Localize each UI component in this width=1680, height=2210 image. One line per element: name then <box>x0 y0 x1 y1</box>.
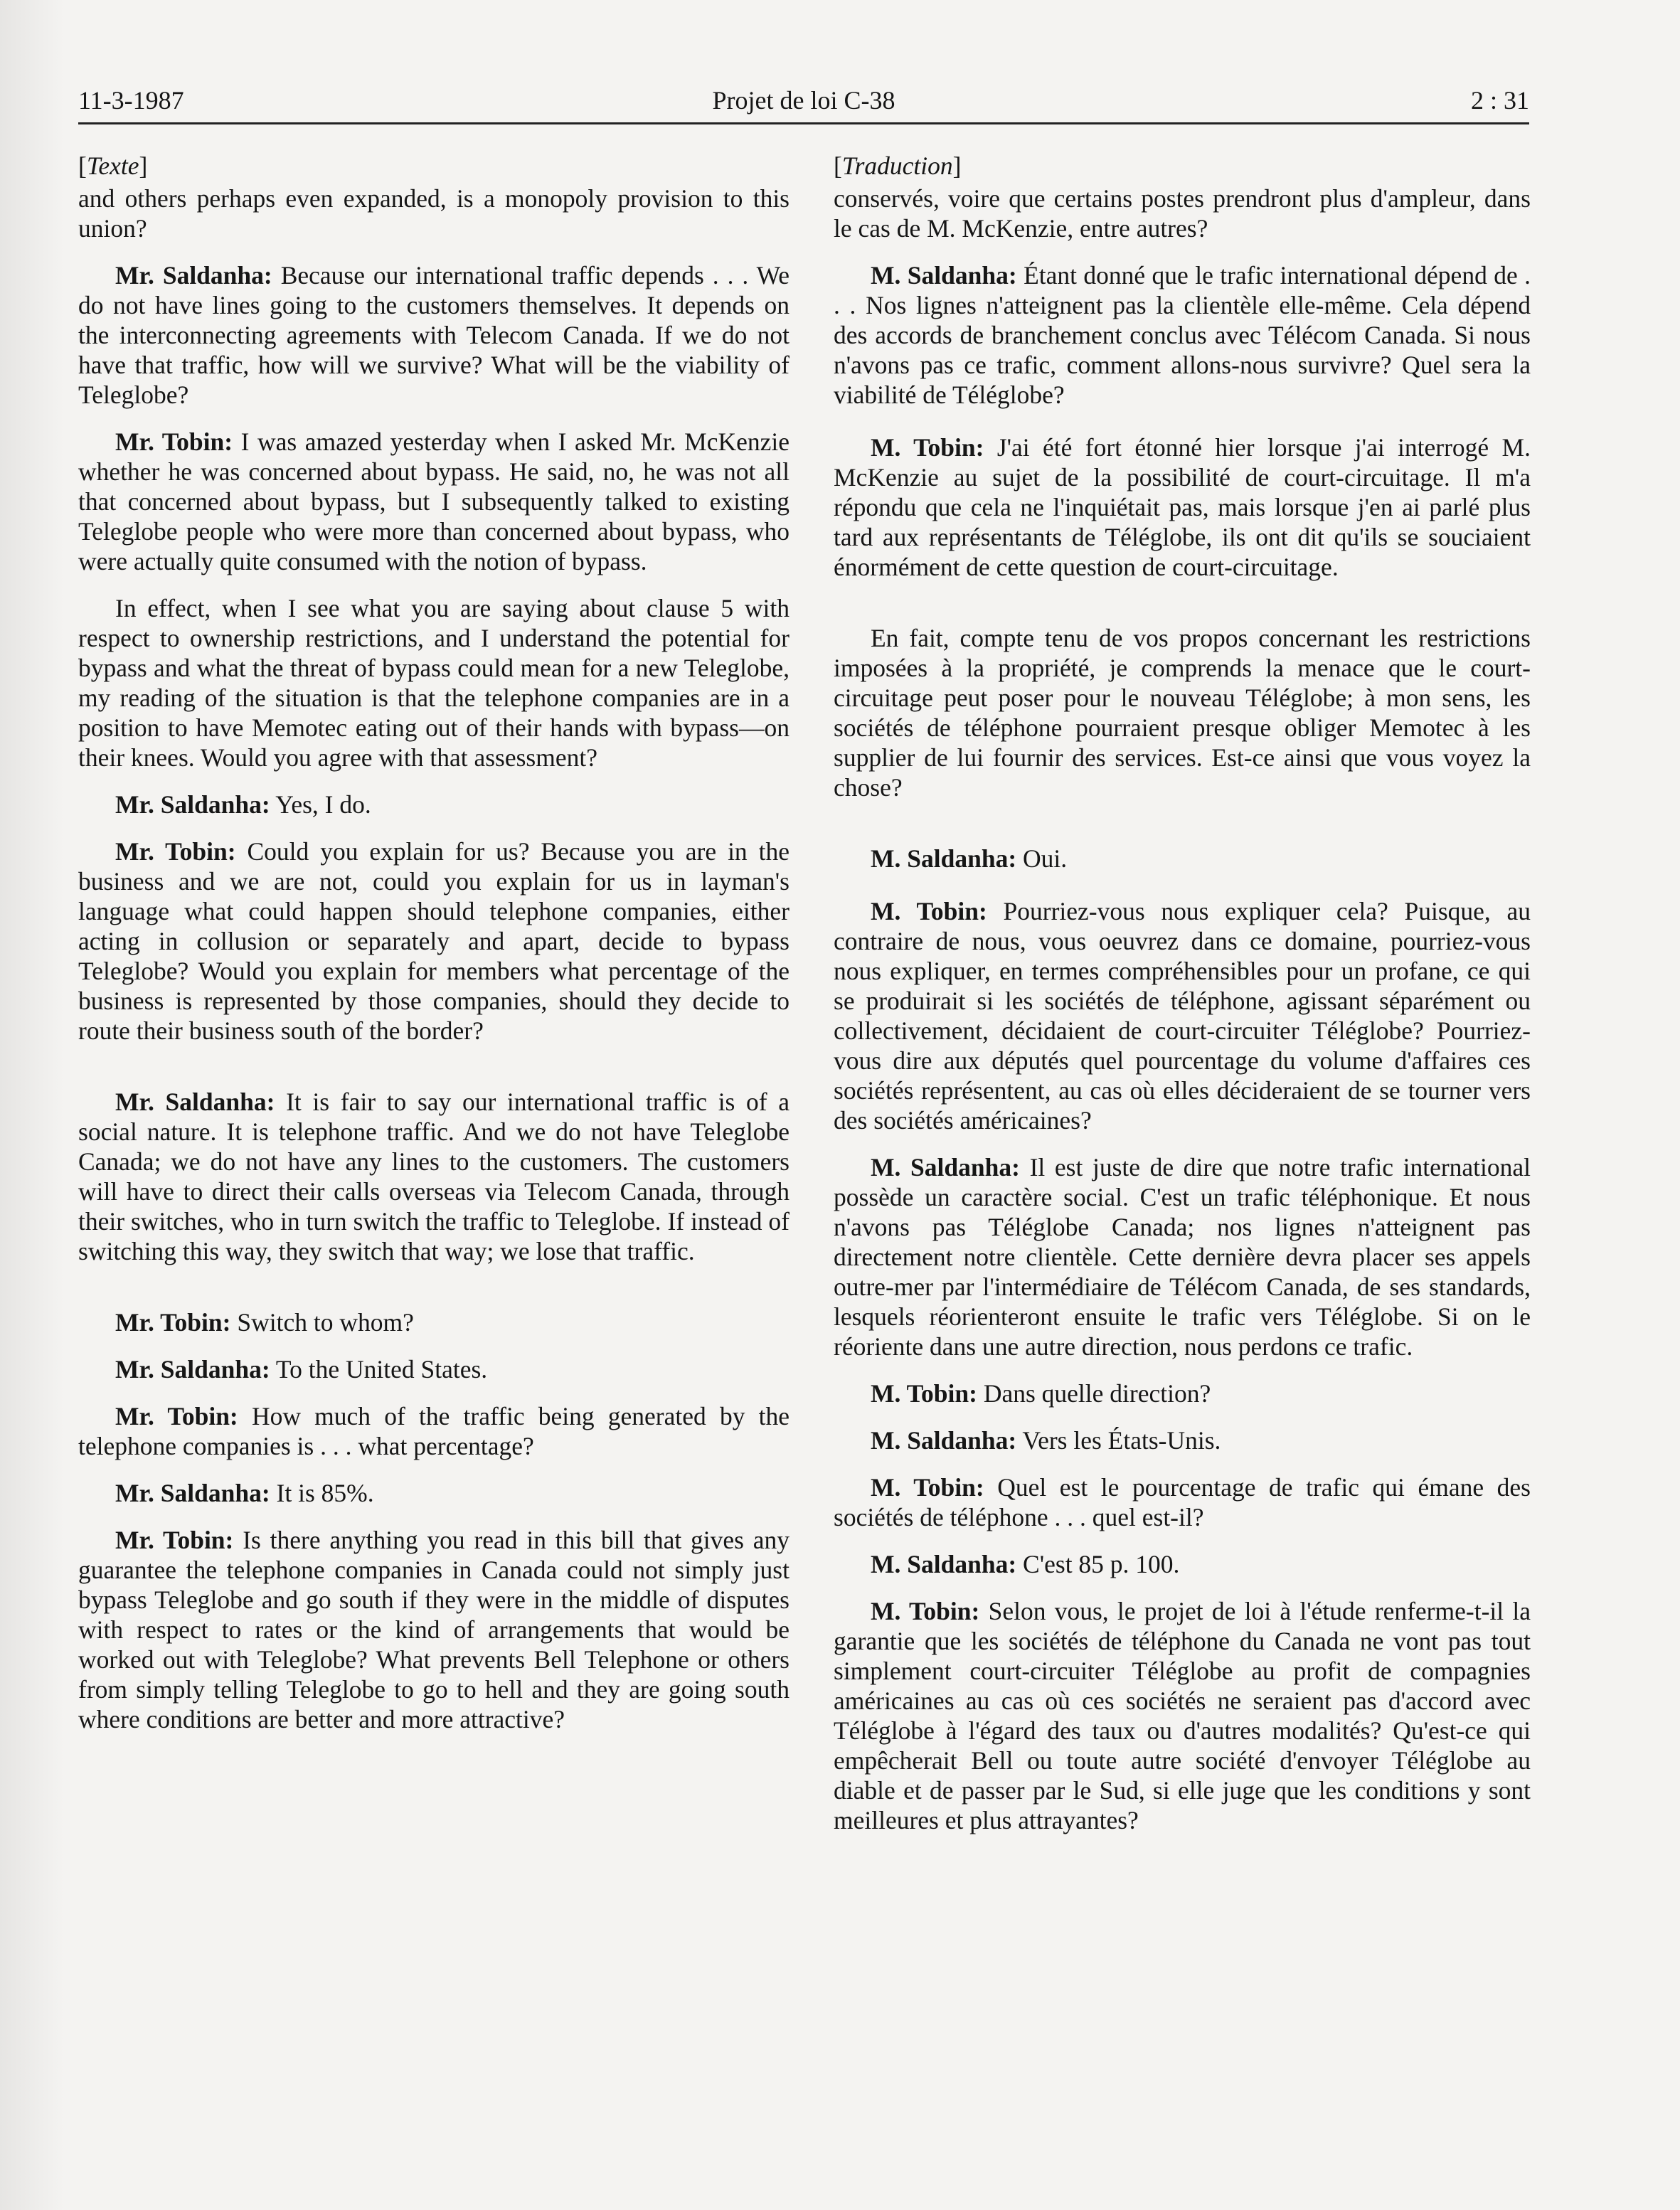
speaker-name: Mr. Saldanha: <box>115 1479 270 1507</box>
speech-text: Switch to whom? <box>237 1308 414 1337</box>
speech-paragraph <box>78 1307 790 1337</box>
speech-text: Il est juste de dire que notre trafic international possède un caractère social. C'est un trafic téléphonique. Et nous n'avons pas Téléglobe Canada; nos lignes n'atteignent pas directement notre clientèle. Cette dernière devra placer ses appels outre-mer par l'intermédiaire de Télécom Canada, de ses standards, lesquels réorienteront ensuite le trafic vers Téléglobe. Si on le réoriente dans une autre direction, nous perdons ce trafic. <box>834 1153 1531 1361</box>
speaker-name: Mr. Tobin: <box>115 1402 238 1430</box>
speech-paragraph <box>78 1478 790 1508</box>
header-date: 11-3-1987 <box>78 86 184 115</box>
header-title: Projet de loi C-38 <box>712 86 895 115</box>
speech-text: To the United States. <box>275 1355 488 1383</box>
speaker-name: Mr. Saldanha: <box>115 1355 270 1383</box>
speech-paragraph <box>834 432 1531 582</box>
header-page-number: 2 : 31 <box>1470 86 1529 115</box>
speech-paragraph <box>834 1378 1531 1408</box>
speech-paragraph <box>78 1087 790 1266</box>
speech-text: Quel est le pourcentage de trafic qui émane des sociétés de téléphone . . . quel est-il? <box>834 1473 1531 1531</box>
speech-text: Pourriez-vous nous expliquer cela? Puisque, au contraire de nous, vous oeuvrez dans ce domaine, pourriez-vous nous expliquer, en termes compréhensibles pour un profane, ce qui se produirait si les sociétés de téléphone, agissant séparément ou collectivement, décidaient de court-circuiter Téléglobe? Pourriez-vous dire aux députés quel pourcentage du volume d'affaires ces sociétés représentent, au cas où elles décideraient de se tourner vers des sociétés américaines? <box>834 897 1531 1135</box>
speaker-name: M. Tobin: <box>871 433 984 462</box>
speech-paragraph <box>78 1354 790 1384</box>
speaker-name: Mr. Saldanha: <box>115 261 272 289</box>
speech-paragraph <box>78 260 790 410</box>
speech-text: I was amazed yesterday when I asked Mr. McKenzie whether he was concerned about bypass. He said, no, he was not all that concerned about bypass, but I subsequently talked to existing Teleglobe people who were more than concerned about bypass, who were actually quite consumed with the notion of bypass. <box>78 427 790 575</box>
speaker-name: Mr. Saldanha: <box>115 790 270 819</box>
speech-text: Is there anything you read in this bill that gives any guarantee the telephone companies in Canada could not simply just bypass Teleglobe and go south if they were in the middle of disputes with respect to rates or the kind of arrangements that would be worked out with Teleglobe? What prevents Bell Telephone or others from simply telling Teleglobe to go to hell and they are going south where conditions are better and more attractive? <box>78 1526 790 1733</box>
speech-text: C'est 85 p. 100. <box>1023 1550 1180 1578</box>
speech-text: Selon vous, le projet de loi à l'étude renferme-t-il la garantie que les sociétés de téléphone du Canada ne vont pas tout simplement court-circuiter Téléglobe au profit de compagnies américaines au cas où ces sociétés ne seraient pas d'accord avec Téléglobe à l'égard des taux ou d'autres modalités? Qu'est-ce qui empêcherait Bell ou toute autre société d'envoyer Téléglobe au diable et de passer par le Sud, si elle juge que les conditions y sont meilleures et plus attrayantes? <box>834 1597 1531 1834</box>
speech-paragraph <box>834 844 1531 873</box>
speech-paragraph <box>78 836 790 1046</box>
french-column <box>834 151 1531 1835</box>
paragraph: In effect, when I see what you are saying about clause 5 with respect to ownership restrictions, and I understand the potential for bypass and what the threat of bypass could mean for a new Teleglobe, my reading of the situation is that the telephone companies are in a position to have Memotec eating out of their hands with bypass—on their knees. Would you agree with that assessment? <box>78 594 790 772</box>
speaker-name: M. Saldanha: <box>871 1153 1020 1181</box>
speaker-name: M. Tobin: <box>871 1379 977 1408</box>
speech-text: J'ai été fort étonné hier lorsque j'ai interrogé M. McKenzie au sujet de la possibilité de court-circuitage. Il m'a répondu que cela ne l'inquiétait pas, mais lorsque j'en ai parlé plus tard aux représentants de Téléglobe, ils ont dit qu'ils se souciaient énormément de cette question de court-circuitage. <box>834 433 1531 581</box>
speech-paragraph <box>834 896 1531 1135</box>
speech-text: It is 85%. <box>276 1479 374 1507</box>
speech-paragraph <box>834 260 1531 410</box>
speaker-name: Mr. Tobin: <box>115 427 233 456</box>
english-column <box>78 151 790 1734</box>
speaker-name: Mr. Tobin: <box>115 837 236 866</box>
speech-text: Because our international traffic depends . . . We do not have lines going to the customers themselves. It depends on the interconnecting agreements with Telecom Canada. If we do not have that traffic, how will we survive? What will be the viability of Teleglobe? <box>78 261 790 409</box>
language-tag: [ Traduction ] <box>834 151 1531 181</box>
speaker-name: Mr. Saldanha: <box>115 1088 275 1116</box>
speaker-name: M. Tobin: <box>871 897 987 925</box>
paragraph: En fait, compte tenu de vos propos concernant les restrictions imposées à la propriété, je comprends la menace que le court-circuitage peut poser pour le nouveau Téléglobe; à mon sens, les sociétés de téléphone pourraient presque obliger Memotec à les supplier de lui fournir des services. Est-ce ainsi que vous voyez la chose? <box>834 624 1531 802</box>
speech-paragraph <box>78 427 790 576</box>
header-rule <box>78 122 1529 124</box>
speaker-name: M. Saldanha: <box>871 1550 1017 1578</box>
speech-paragraph <box>78 790 790 819</box>
speech-paragraph <box>834 1152 1531 1361</box>
speech-text: Dans quelle direction? <box>983 1379 1211 1408</box>
page-header <box>78 80 1529 122</box>
speaker-name: M. Saldanha: <box>871 261 1017 289</box>
scan-shadow <box>0 0 64 2210</box>
speech-text: Oui. <box>1023 844 1068 873</box>
speech-paragraph <box>834 1425 1531 1455</box>
speech-paragraph <box>78 1401 790 1461</box>
speaker-name: M. Saldanha: <box>871 844 1017 873</box>
speech-text: It is fair to say our international traffic is of a social nature. It is telephone traffic. And we do not have Teleglobe Canada; we do not have any lines to the customers. The customers will have to direct their calls overseas via Telecom Canada, through their switches, who in turn switch the traffic to Teleglobe. If instead of switching this way, they switch that way; we lose that traffic. <box>78 1088 790 1265</box>
speaker-name: Mr. Tobin: <box>115 1308 231 1337</box>
language-tag: [ Texte ] <box>78 151 790 181</box>
speech-paragraph <box>834 1549 1531 1579</box>
speech-text: How much of the traffic being generated by the telephone companies is . . . what percentage? <box>78 1402 790 1460</box>
speech-paragraph <box>834 1596 1531 1835</box>
speaker-name: M. Tobin: <box>871 1473 984 1502</box>
speech-paragraph <box>78 1525 790 1734</box>
speech-text: Yes, I do. <box>275 790 371 819</box>
paragraph: and others perhaps even expanded, is a monopoly provision to this union? <box>78 184 790 243</box>
paragraph: conservés, voire que certains postes prendront plus d'ampleur, dans le cas de M. McKenzie, entre autres? <box>834 184 1531 243</box>
speaker-name: M. Saldanha: <box>871 1426 1017 1455</box>
speech-paragraph <box>834 1472 1531 1532</box>
speech-text: Could you explain for us? Because you are in the business and we are not, could you explain for us in layman's language what could happen should telephone companies, either acting in collusion or separately and apart, decide to bypass Teleglobe? Would you explain for members what percentage of the business is represented by those companies, should they decide to route their business south of the border? <box>78 837 790 1045</box>
speech-text: Vers les États-Unis. <box>1022 1426 1221 1455</box>
speaker-name: Mr. Tobin: <box>115 1526 234 1554</box>
speaker-name: M. Tobin: <box>871 1597 980 1625</box>
speech-text: Étant donné que le trafic international dépend de . . . Nos lignes n'atteignent pas la clientèle elle-même. Cela dépend des accords de branchement conclus avec Télécom Canada. Si nous n'avons pas ce trafic, comment allons-nous survivre? Quel sera la viabilité de Téléglobe? <box>834 261 1531 409</box>
